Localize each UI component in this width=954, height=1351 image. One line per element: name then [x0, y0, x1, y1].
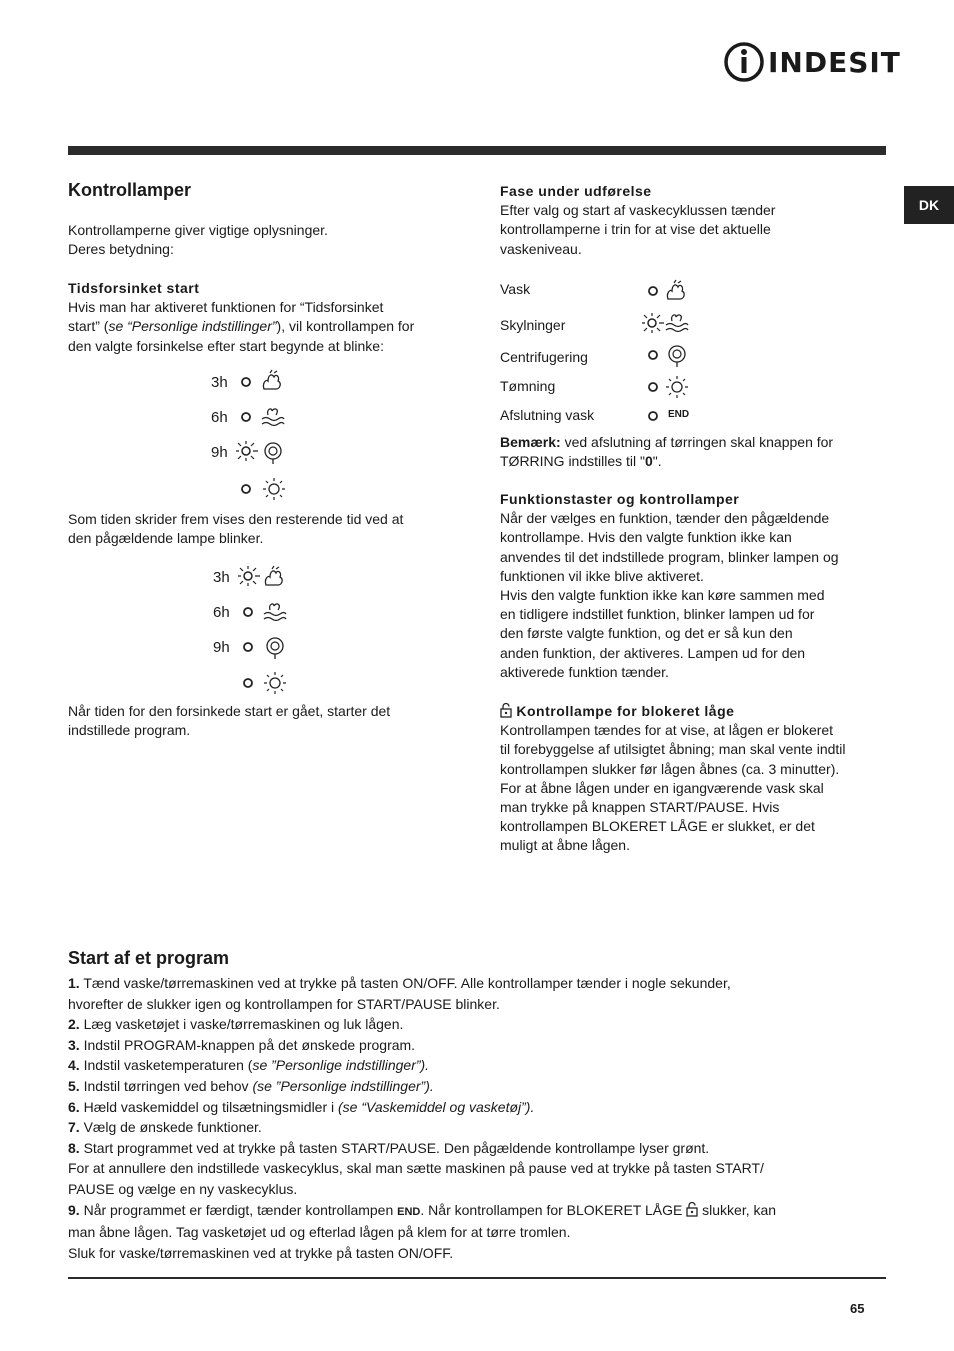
- lock-line: til forebyggelse af utilsigtet åbning; man skal vente indtil: [500, 741, 846, 758]
- led-icon: [242, 641, 254, 653]
- function-line: kontrollampe. Hvis den valgte funktion ikke kan: [500, 529, 792, 546]
- step-8: 8. Start programmet ved at trykke på tasten START/PAUSE. Den pågældende kontrollampe lyser grønt.: [68, 1139, 710, 1156]
- cancel-line-1: For at annullere den indstillede vaskecyklus, skal man sætte maskinen på pause ved at trykke på tasten START/: [68, 1160, 764, 1177]
- lamp-b-6h-label: 6h: [213, 604, 230, 621]
- step-1: 1. Tænd vaske/tørremaskinen ved at trykke på tasten ON/OFF. Alle kontrollamper tænder i nogle sekunder,: [68, 975, 731, 991]
- end-line-1: Når tiden for den forsinkede start er gået, starter det: [68, 703, 391, 719]
- led-icon: [647, 410, 659, 422]
- function-title: Funktionstaster og kontrollamper: [500, 491, 740, 507]
- delay-title: Tidsforsinket start: [68, 280, 200, 296]
- drain-icon: [262, 670, 288, 696]
- function-line: aktiverede funktion tænder.: [500, 663, 669, 680]
- led-icon: [240, 411, 252, 423]
- middle-line-1: Som tiden skrider frem vises den resterende tid ved at: [68, 511, 404, 527]
- lock-line: Kontrollampen tændes for at vise, at lågen er blokeret: [500, 722, 834, 739]
- led-icon: [242, 677, 254, 689]
- cancel-line-2: PAUSE og vælge en ny vaskecyklus.: [68, 1180, 298, 1197]
- lamp-a-9h-label: 9h: [211, 444, 228, 461]
- spin-icon: [264, 636, 286, 660]
- lamp-a-6h-label: 6h: [211, 409, 228, 426]
- delay-line-2: start” (se “Personlige indstillinger”), vil kontrollampen for: [68, 318, 415, 335]
- led-icon: [240, 483, 252, 495]
- lock-icon: [500, 703, 512, 718]
- drain-icon: [664, 374, 690, 400]
- step-1-cont: hvorefter de slukker igen og kontrollampen for START/PAUSE blinker.: [68, 995, 500, 1012]
- led-icon: [242, 606, 254, 618]
- top-rule: [68, 146, 886, 155]
- lock-icon: [686, 1202, 698, 1217]
- lock-line: kontrollampen BLOKERET LÅGE er slukket, er det: [500, 818, 815, 835]
- lock-line: kontrollampen slukker før lågen åbnes (ca. 3 minutter).: [500, 760, 840, 777]
- language-tab: DK: [904, 186, 954, 224]
- spin-icon: [262, 441, 284, 465]
- end-line-2: indstillede program.: [68, 722, 191, 739]
- middle-text: [68, 510, 468, 548]
- intro-line-1: Kontrollamperne giver vigtige oplysninger.: [68, 222, 328, 238]
- wash-icon: [262, 565, 284, 589]
- step-3: 3. Indstil PROGRAM-knappen på det ønskede program.: [68, 1036, 416, 1053]
- phase-drain-label: Tømning: [500, 378, 556, 394]
- brand-name: INDESIT: [768, 46, 901, 79]
- note-line-2: TØRRING indstilles til "0".: [500, 453, 662, 470]
- off-line: Sluk for vaske/tørremaskinen ved at trykke på tasten ON/OFF.: [68, 1244, 454, 1261]
- lamp-b-3h-label: 3h: [213, 569, 230, 586]
- led-icon: [240, 376, 252, 388]
- led-icon: [647, 381, 659, 393]
- phase-line-3: vaskeniveau.: [500, 240, 582, 257]
- lock-line: For at åbne lågen under en igangværende vask skal: [500, 779, 824, 796]
- note: [500, 433, 890, 471]
- phase-line-1: Efter valg og start af vaskecyklussen tænder: [500, 202, 776, 219]
- kontrollamper-title: Kontrollamper: [68, 180, 192, 200]
- wash-icon: [664, 279, 686, 303]
- note-line-1: Bemærk: ved afslutning af tørringen skal knappen for: [500, 434, 834, 450]
- function-line: den første valgte funktion, og det er så kun den: [500, 625, 793, 642]
- function-line: Når der vælges en funktion, tænder den pågældende: [500, 510, 830, 527]
- spin-icon: [666, 344, 688, 368]
- bottom-rule: [68, 1277, 886, 1279]
- step-9-cont: man åbne lågen. Tag vasketøjet ud og efterlad lågen på klem for at tørre tromlen.: [68, 1224, 571, 1241]
- end-text: [68, 702, 468, 740]
- lamp-a-3h-label: 3h: [211, 374, 228, 391]
- rinse-icon: [664, 311, 688, 335]
- function-line: anden funktion, der aktiveres. Lampen ud for den: [500, 644, 806, 661]
- page-number: 65: [850, 1301, 865, 1316]
- step-7: 7. Vælg de ønskede funktioner.: [68, 1119, 262, 1136]
- phase-spin-label: Centrifugering: [500, 349, 588, 365]
- end-icon: END: [397, 1205, 421, 1218]
- drain-icon: [261, 476, 287, 502]
- delay-section: [68, 279, 468, 356]
- rinse-icon: [262, 600, 286, 624]
- rinse-icon: [260, 405, 284, 429]
- function-line: funktionen vil ikke blive aktiveret.: [500, 567, 704, 584]
- blinking-led-icon: [640, 311, 664, 335]
- phase-end-label: Afslutning vask: [500, 407, 595, 423]
- function-line: anvendes til det indstillede program, blinker lampen og: [500, 548, 839, 565]
- led-icon: [647, 285, 659, 297]
- lock-title-row: [500, 702, 890, 721]
- step-9: 9. Når programmet er færdigt, tænder kontrollampen END. Når kontrollampen for BLOKERET LÅGE slukker, kan: [68, 1201, 777, 1218]
- blinking-led-icon: [236, 564, 260, 588]
- phase-line-2: kontrollamperne i trin for at vise det aktuelle: [500, 221, 771, 238]
- lock-line: muligt at åbne lågen.: [500, 837, 630, 854]
- lock-title: Kontrollampe for blokeret låge: [516, 703, 735, 719]
- end-icon: END: [668, 409, 690, 420]
- function-line: Hvis den valgte funktion ikke kan køre sammen med: [500, 587, 825, 604]
- phase-rinse-label: Skylninger: [500, 317, 566, 333]
- delay-line-3: den valgte forsinkelse efter start begynde at blinke:: [68, 337, 384, 354]
- function-line: en tidligere indstillet funktion, blinker lampen ud for: [500, 606, 815, 623]
- intro-line-2: Deres betydning:: [68, 241, 174, 258]
- intro-text: [68, 221, 468, 259]
- step-5: 5. Indstil tørringen ved behov (se ”Personlige indstillinger”).: [68, 1077, 434, 1094]
- middle-line-2: den pågældende lampe blinker.: [68, 530, 264, 547]
- step-4: 4. Indstil vasketemperaturen (se ”Personlige indstillinger”).: [68, 1057, 430, 1074]
- led-icon: [647, 349, 659, 361]
- phase-wash-label: Vask: [500, 281, 531, 297]
- indesit-logo: [724, 40, 901, 84]
- start-steps: [68, 973, 886, 1263]
- blinking-led-icon: [234, 439, 258, 463]
- phase-section: [500, 182, 890, 259]
- delay-line-1: Hvis man har aktiveret funktionen for “Tidsforsinket: [68, 299, 384, 316]
- start-title: Start af et program: [68, 948, 230, 968]
- phase-title: Fase under udførelse: [500, 183, 652, 199]
- wash-icon: [260, 369, 282, 393]
- function-section: [500, 490, 890, 682]
- step-6: 6. Hæld vaskemiddel og tilsætningsmidler i (se “Vaskemiddel og vasketøj”).: [68, 1098, 535, 1115]
- lock-section: [500, 702, 890, 856]
- lamp-b-9h-label: 9h: [213, 639, 230, 656]
- lock-line: man trykke på knappen START/PAUSE. Hvis: [500, 799, 780, 816]
- step-2: 2. Læg vasketøjet i vaske/tørremaskinen og luk lågen.: [68, 1016, 404, 1033]
